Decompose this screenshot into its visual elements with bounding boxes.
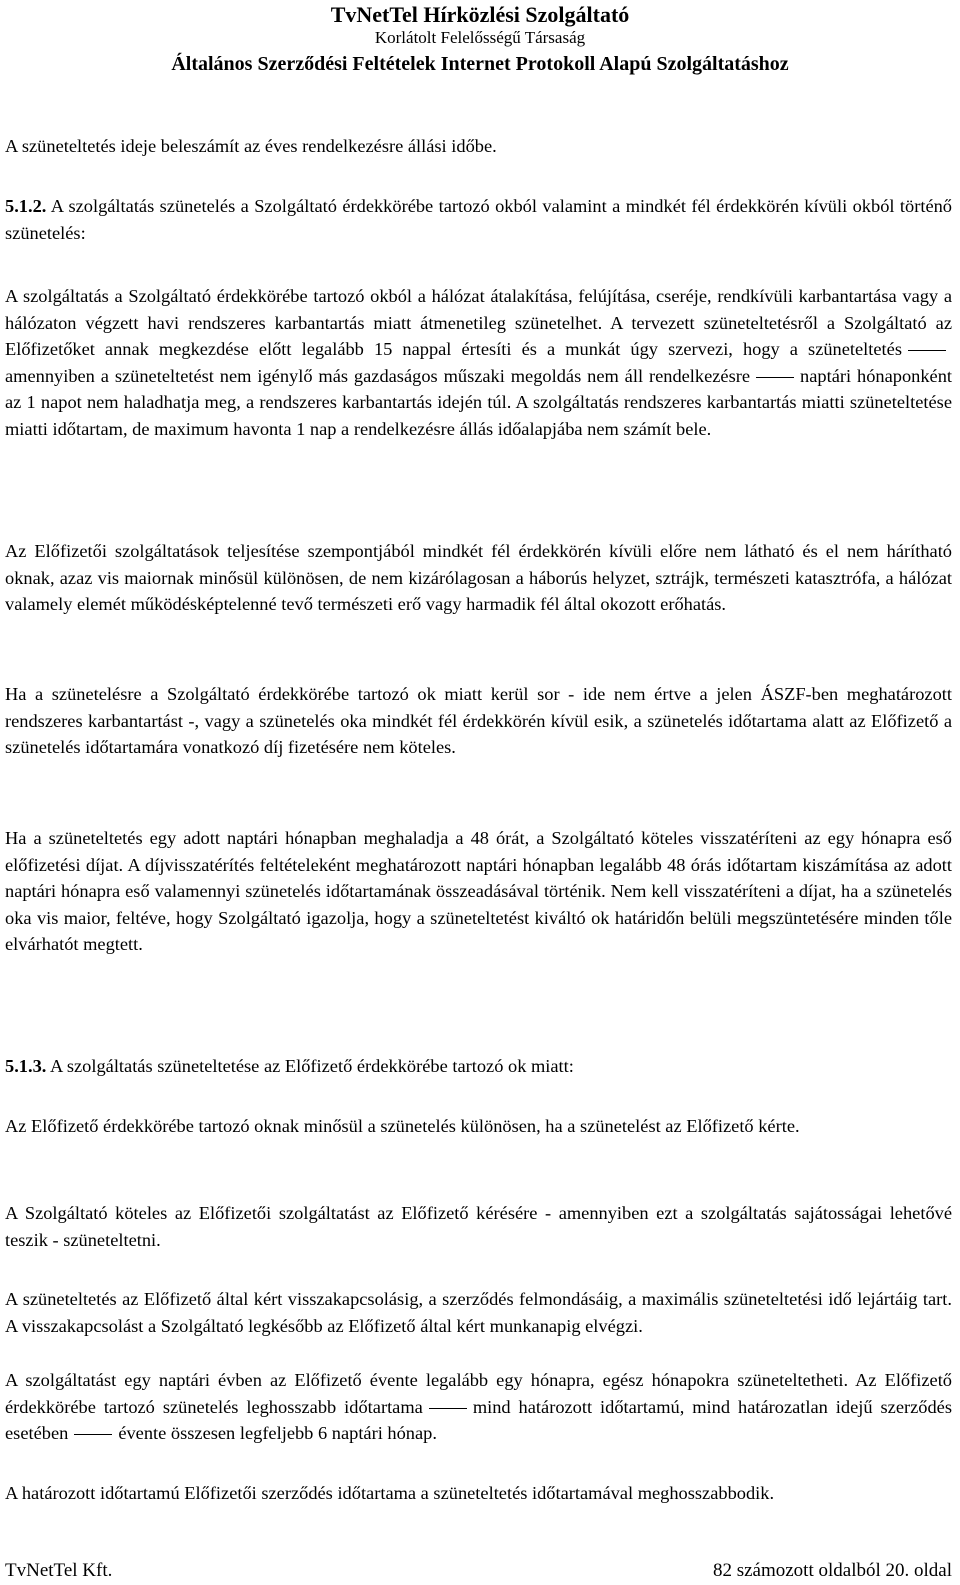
paragraph-maintenance (5, 283, 952, 443)
dash-rule (429, 1408, 467, 1409)
paragraph-part: amennyiben a szüneteltetést nem igénylő más gazdaságos műszaki megoldás nem áll rendelkezésre (5, 365, 751, 386)
section-title: A szolgáltatás szünetelés a Szolgáltató érdekkörébe tartozó okból valamint a mindkét fél érdekkörén kívüli okból történő szünetelés: (5, 196, 952, 243)
paragraph-part: A szolgáltatás a Szolgáltató érdekkörébe tartozó okból a hálózat átalakítása, felújítása, cseréje, rendkívüli karbantartása vagy a hálózaton végzett havi rendszeres karbantartás miatt átmenetileg szünetelhet. A tervezett szüneteltetésről a Szolgáltató az Előfizetőket annak megkezdése előtt legalább 15 nappal értesíti és a munkát úgy szervezi, hogy a szüneteltetés (5, 286, 952, 360)
document-title: Általános Szerződési Feltételek Internet Protokoll Alapú Szolgáltatáshoz (171, 53, 789, 75)
footer-page-number: 82 számozott oldalból 20. oldal (712, 1560, 952, 1581)
dash-rule (756, 377, 794, 378)
section-number: 5.1.3. (5, 1056, 47, 1076)
paragraph-subscriber-cause: Az Előfizető érdekkörébe tartozó oknak minősül a szünetelés különösen, ha a szünetelést az Előfizető kérte. (5, 1116, 800, 1136)
paragraph-vis-maior: Az Előfizetői szolgáltatások teljesítése szempontjából mindkét fél érdekkörén kívüli előre nem látható és el nem hárítható oknak, azaz vis maiornak minősül különösen, de nem kizárólagosan a háborús helyzet, sztrájk, természeti katasztrófa, a hálózat valamely elemét működésképtelenné tevő természeti erő vagy harmadik fél által okozott erőhatás. (5, 541, 952, 615)
section-number: 5.1.2. (5, 196, 47, 216)
paragraph-part: naptári hónaponként az 1 napot nem haladhatja meg, a rendszeres karbantartás idején túl. A szolgáltatás rendszeres karbantartás miatti szüneteltetése miatti időtartam, de maximum havonta 1 nap a rendelkezésre állás időalapjába nem számít bele. (5, 365, 952, 439)
dash-rule (74, 1434, 112, 1435)
paragraph-refund: Ha a szüneteltetés egy adott naptári hónapban meghaladja a 48 órát, a Szolgáltató köteles visszatéríteni az egy hónapra eső előfizetési díjat. A díjvisszatérítés feltételeként meghatározott naptári hónapban legalább 48 órás időtartam kiszámítása az adott naptári hónapra eső valamennyi szünetelés időtartamának összeadásával történik. Nem kell visszatéríteni a díjat, ha a szünetelés oka vis maior, feltéve, hogy Szolgáltató igazolja, hogy a szüneteltetést kiváltó ok határidőn belüli megszüntetésére minden tőle elvárhatót megtett. (5, 828, 952, 955)
section-title: A szolgáltatás szüneteltetése az Előfizető érdekkörébe tartozó ok miatt: (46, 1056, 574, 1076)
company-form: Korlátolt Felelősségű Társaság (374, 28, 586, 47)
company-name: TvNetTel Hírközlési Szolgáltató (330, 2, 630, 27)
paragraph-part: évente összesen legfeljebb 6 naptári hónap. (118, 1423, 437, 1444)
section-5-1-3-heading (5, 1053, 952, 1080)
paragraph-suspension-request: A Szolgáltató köteles az Előfizetői szolgáltatást az Előfizető kérésére - amennyiben ezt a szolgáltatás sajátosságai lehetővé teszik - szüneteltetni. (5, 1203, 952, 1250)
paragraph-part: A szolgáltatást egy naptári évben az Előfizető évente legalább egy hónapra, egész hónapokra szüneteltetheti. Az Előfizető érdekkörébe tartozó szünetelés leghosszabb időtartama (5, 1370, 952, 1417)
paragraph-fee-exemption: Ha a szünetelésre a Szolgáltató érdekkörébe tartozó ok miatt kerül sor - ide nem értve a jelen ÁSZF-ben meghatározott rendszeres karbantartást -, vagy a szünetelés oka mindkét fél érdekkörén kívül esik, a szünetelés időtartama alatt az Előfizető a szünetelés időtartamára vonatkozó díj fizetésére nem köteles. (5, 684, 952, 758)
paragraph-extension: A határozott időtartamú Előfizetői szerződés időtartama a szüneteltetés időtartamával meghosszabbodik. (5, 1483, 775, 1503)
paragraph-max-duration (5, 1367, 952, 1447)
paragraph-intro: A szüneteltetés ideje beleszámít az éves rendelkezésre állási időbe. (5, 136, 497, 156)
dash-rule (908, 350, 946, 351)
section-5-1-2-heading (5, 193, 952, 246)
footer-company: TvNetTel Kft. (5, 1560, 113, 1581)
paragraph-reconnection: A szüneteltetés az Előfizető által kért visszakapcsolásig, a szerződés felmondásáig, a maximális szüneteltetési idő lejártáig tart. A visszakapcsolást a Szolgáltató legkésőbb az Előfizető által kért munkanapig elvégzi. (5, 1289, 952, 1336)
paragraph-part: mind határozott időtartamú, mind határozatlan idejű szerződés esetében (5, 1396, 952, 1444)
